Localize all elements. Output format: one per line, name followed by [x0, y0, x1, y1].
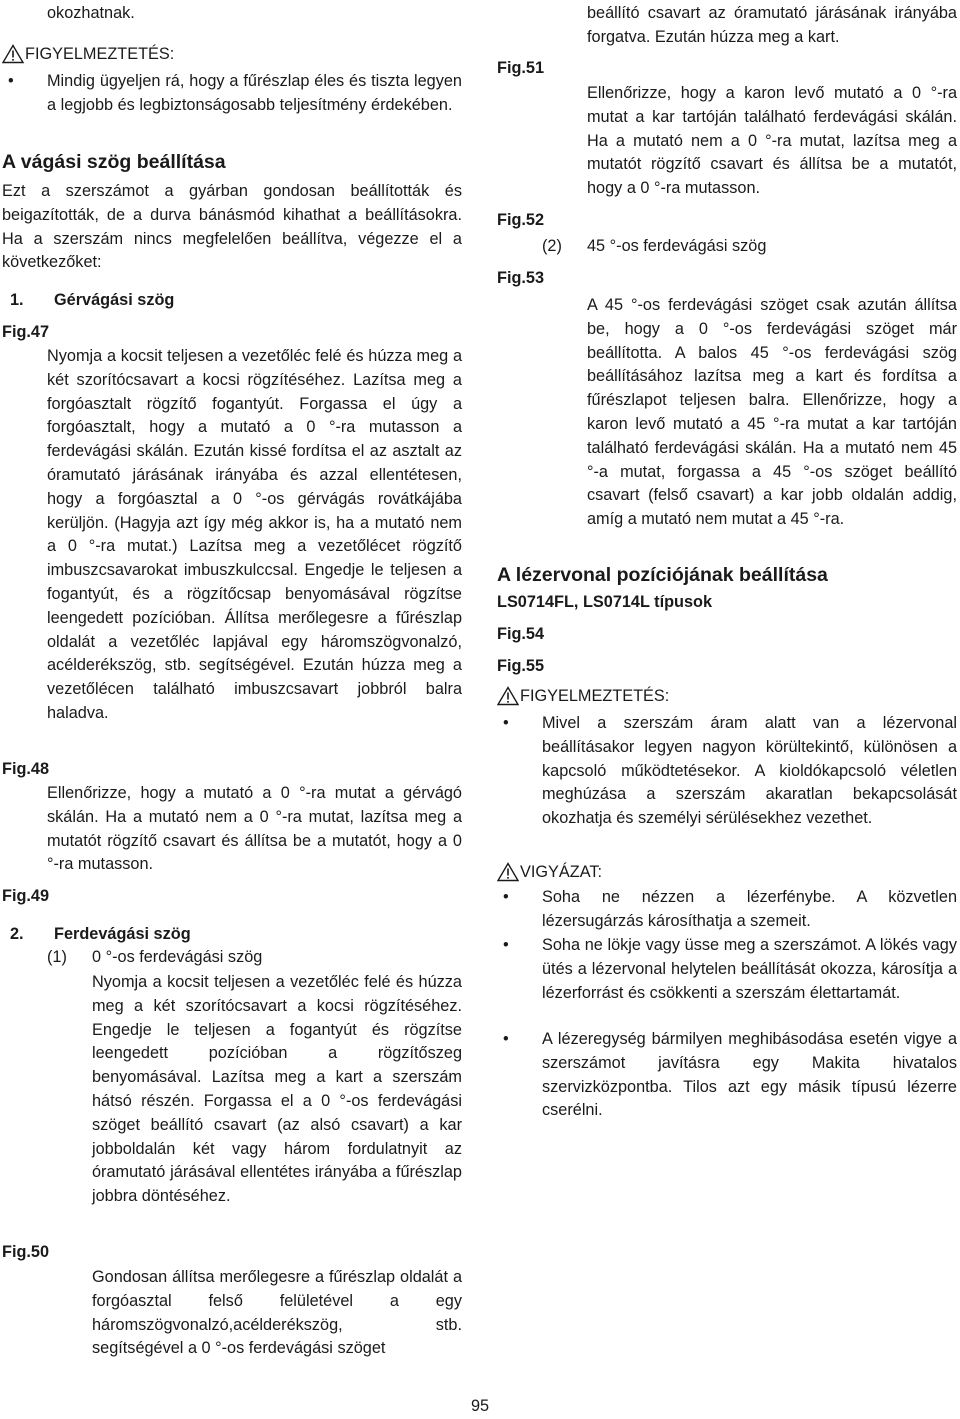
figure-ref: Fig.51	[497, 59, 545, 77]
section-intro: Ezt a szerszámot a gyárban gondosan beállították és beigazították, de a durva bánásmód kihathat a beállításokra. Ha a szerszám nincs megfelelően beállítva, végezze el a következőket:	[2, 182, 462, 272]
fig47-text: Nyomja a kocsit teljesen a vezetőléc felé és húzza meg a két szorítócsavart a kocsi rögzítéséhez. Lazítsa meg a forgóasztalt rögzítő fogantyút. Forgassa el úgy a forgóasztalt, hogy a mutató a 0 °-ra mutasson a ferdevágási skálán. Ezután kissé fordítsa el az asztalt az óramutató járásának irányába és azzal ellentétesen, hogy a forgóasztal a 0 °-os gérvágás rovátkájába kerüljön. (Hagyja azt így még akkor is, ha a mutató nem a 0 °-ra mutat.) Lazítsa meg a vezetőlécet rögzítő imbuszcsavarokat imbuszkulccsal. Engedje le teljesen a fogantyút, és a rögzítőcsap benyomásával rögzítse leengedett pozícióban. Állítsa merőlegesre a fűrészlap oldalát a vezetőléc lapjával egy háromszögvonalzó, acélderékszög, stb. segítségével. Ezután húzza meg a vezetőlécen található imbuszcsavart jobbról balra haladva.	[47, 347, 462, 722]
caution-bullet	[497, 886, 957, 934]
subsection-number: 1.	[10, 291, 24, 309]
subsection-title: Gérvágási szög	[54, 291, 175, 309]
fig53-text: A 45 °-os ferdevágási szöget csak azután állítsa be, hogy a 0 °-os ferdevágási szöget már beállította. A balos 45 °-os ferdevágási szög beállításához lazítsa meg a kart és fordítsa a fűrészlapot teljesen balra. Ellenőrizze, hogy a karon levő mutató a 45 °-ra mutat a kar tartóján található ferdevágási skálán. Ha a mutató nem 45 °-a mutat, forgassa a 45 °-os szöget beállító csavart (felső csavart) a kar jobb oldalán addig, amíg a mutató nem mutat a 45 °-ra.	[587, 296, 957, 529]
bullet-dot: •	[8, 72, 14, 90]
subsection-title: Ferdevágási szög	[54, 925, 191, 943]
continuation-text: beállító csavart az óramutató járásának irányába forgatva. Ezután húzza meg a kart.	[587, 4, 957, 46]
bullet-dot: •	[503, 888, 509, 906]
bullet-dot: •	[503, 936, 509, 954]
caution-bullet-text: A lézeregység bármilyen meghibásodása esetén vigye a szerszámot javításra egy Makita hivatalos szervizközpontba. Tilos azt egy másik típusú lézerre cserélni.	[542, 1030, 957, 1120]
laser-section-title: A lézervonal pozíciójának beállítása	[497, 564, 828, 586]
caution-bullet	[497, 934, 957, 1005]
caution-title: VIGYÁZAT:	[520, 863, 603, 881]
caution-heading	[497, 860, 602, 884]
figure-ref: Fig.50	[2, 1243, 50, 1261]
figure-ref: Fig.48	[2, 760, 50, 778]
warning-triangle-icon	[497, 686, 519, 706]
warning-title: FIGYELMEZTETÉS:	[520, 687, 670, 705]
figure-ref: Fig.52	[497, 211, 545, 229]
subsection-1-heading	[2, 288, 174, 312]
figure-ref: Fig.55	[497, 657, 545, 675]
warning-title: FIGYELMEZTETÉS:	[25, 45, 175, 63]
warning-heading	[2, 42, 174, 66]
fig50-text: Gondosan állítsa merőlegesre a fűrészlap oldalát a forgóasztal felső felületével a egy háromszögvonalzó,acélderékszög, stb. segítségével a 0 °-os ferdevágási szöget	[92, 1268, 462, 1358]
fig51-text: Ellenőrizze, hogy a karon levő mutató a 0 °-ra mutat a kar tartóján található ferdevágási skálán. Ha a mutató nem a 0 °-ra mutat, lazítsa meg a mutatót rögzítő csavart és állítsa be a mutatót, hogy a 0 °-ra mutasson.	[587, 84, 957, 198]
section-title: A vágási szög beállítása	[2, 151, 226, 173]
warning-bullet-text: Mivel a szerszám áram alatt van a lézervonal beállításakor legyen nagyon körültekintő, különösen a kapcsoló működtetésekor. A kioldókapcsoló véletlen meghúzása a szerszám akaratlan bekapcsolását okozhatja és személyi sérülésekhez vezethet.	[542, 714, 957, 828]
subsubsection-number: (2)	[542, 237, 562, 255]
warning-triangle-icon	[497, 862, 519, 882]
subsubsection-title: 0 °-os ferdevágási szög	[92, 948, 263, 966]
subsection-2-heading	[2, 922, 191, 946]
continuation-line: okozhatnak.	[47, 4, 135, 22]
figure-ref: Fig.47	[2, 323, 50, 341]
sub2-1-text: Nyomja a kocsit teljesen a vezetőléc felé és húzza meg a két szorítócsavart a kocsi rögzítéséhez. Engedje le teljesen a fogantyút és rögzítse leengedett pozícióban a rögzítőszeg benyomásával. Lazítsa meg a kart a szerszám hátsó részén. Forgassa el a 0 °-os ferdevágási szöget beállító csavart (az alsó csavart) a kar jobboldalán két vagy három fordulatnyit az óramutató járásával ellentétes irányába a fűrészlap jobbra döntéséhez.	[92, 973, 462, 1206]
subsubsection-heading	[2, 946, 262, 970]
figure-ref: Fig.54	[497, 625, 545, 643]
warning-bullet	[497, 712, 957, 831]
caution-bullet	[497, 1028, 957, 1123]
caution-bullet-text: Soha ne nézzen a lézerfénybe. A közvetlen lézersugárzás károsíthatja a szemeit.	[542, 888, 957, 930]
warning-bullet-text: Mindig ügyeljen rá, hogy a fűrészlap éles és tiszta legyen a legjobb és legbiztonságosabb teljesítmény érdekében.	[47, 72, 462, 114]
caution-bullet-text: Soha ne lökje vagy üsse meg a szerszámot. A lökés vagy ütés a lézervonal helytelen beállítását okozza, károsítja a lézerforrást és csökkenti a szerszám élettartamát.	[542, 936, 957, 1002]
fig48-text: Ellenőrizze, hogy a mutató a 0 °-ra mutat a gérvágó skálán. Ha a mutató nem a 0 °-ra mutat, lazítsa meg a mutatót rögzítő csavart és állítsa be a mutatót, hogy a 0 °-ra mutasson.	[47, 784, 462, 874]
page-number: 95	[470, 1397, 490, 1415]
warning-bullet	[2, 70, 462, 118]
laser-models: LS0714FL, LS0714L típusok	[497, 593, 713, 611]
subsection-number: 2.	[10, 925, 24, 943]
subsubsection-number: (1)	[47, 948, 67, 966]
subsubsection-title: 45 °-os ferdevágási szög	[587, 237, 767, 255]
bullet-dot: •	[503, 1030, 509, 1048]
bullet-dot: •	[503, 714, 509, 732]
subsubsection-heading	[497, 235, 766, 259]
figure-ref: Fig.49	[2, 887, 50, 905]
warning-heading	[497, 684, 669, 708]
warning-triangle-icon	[2, 44, 24, 64]
figure-ref: Fig.53	[497, 269, 545, 287]
